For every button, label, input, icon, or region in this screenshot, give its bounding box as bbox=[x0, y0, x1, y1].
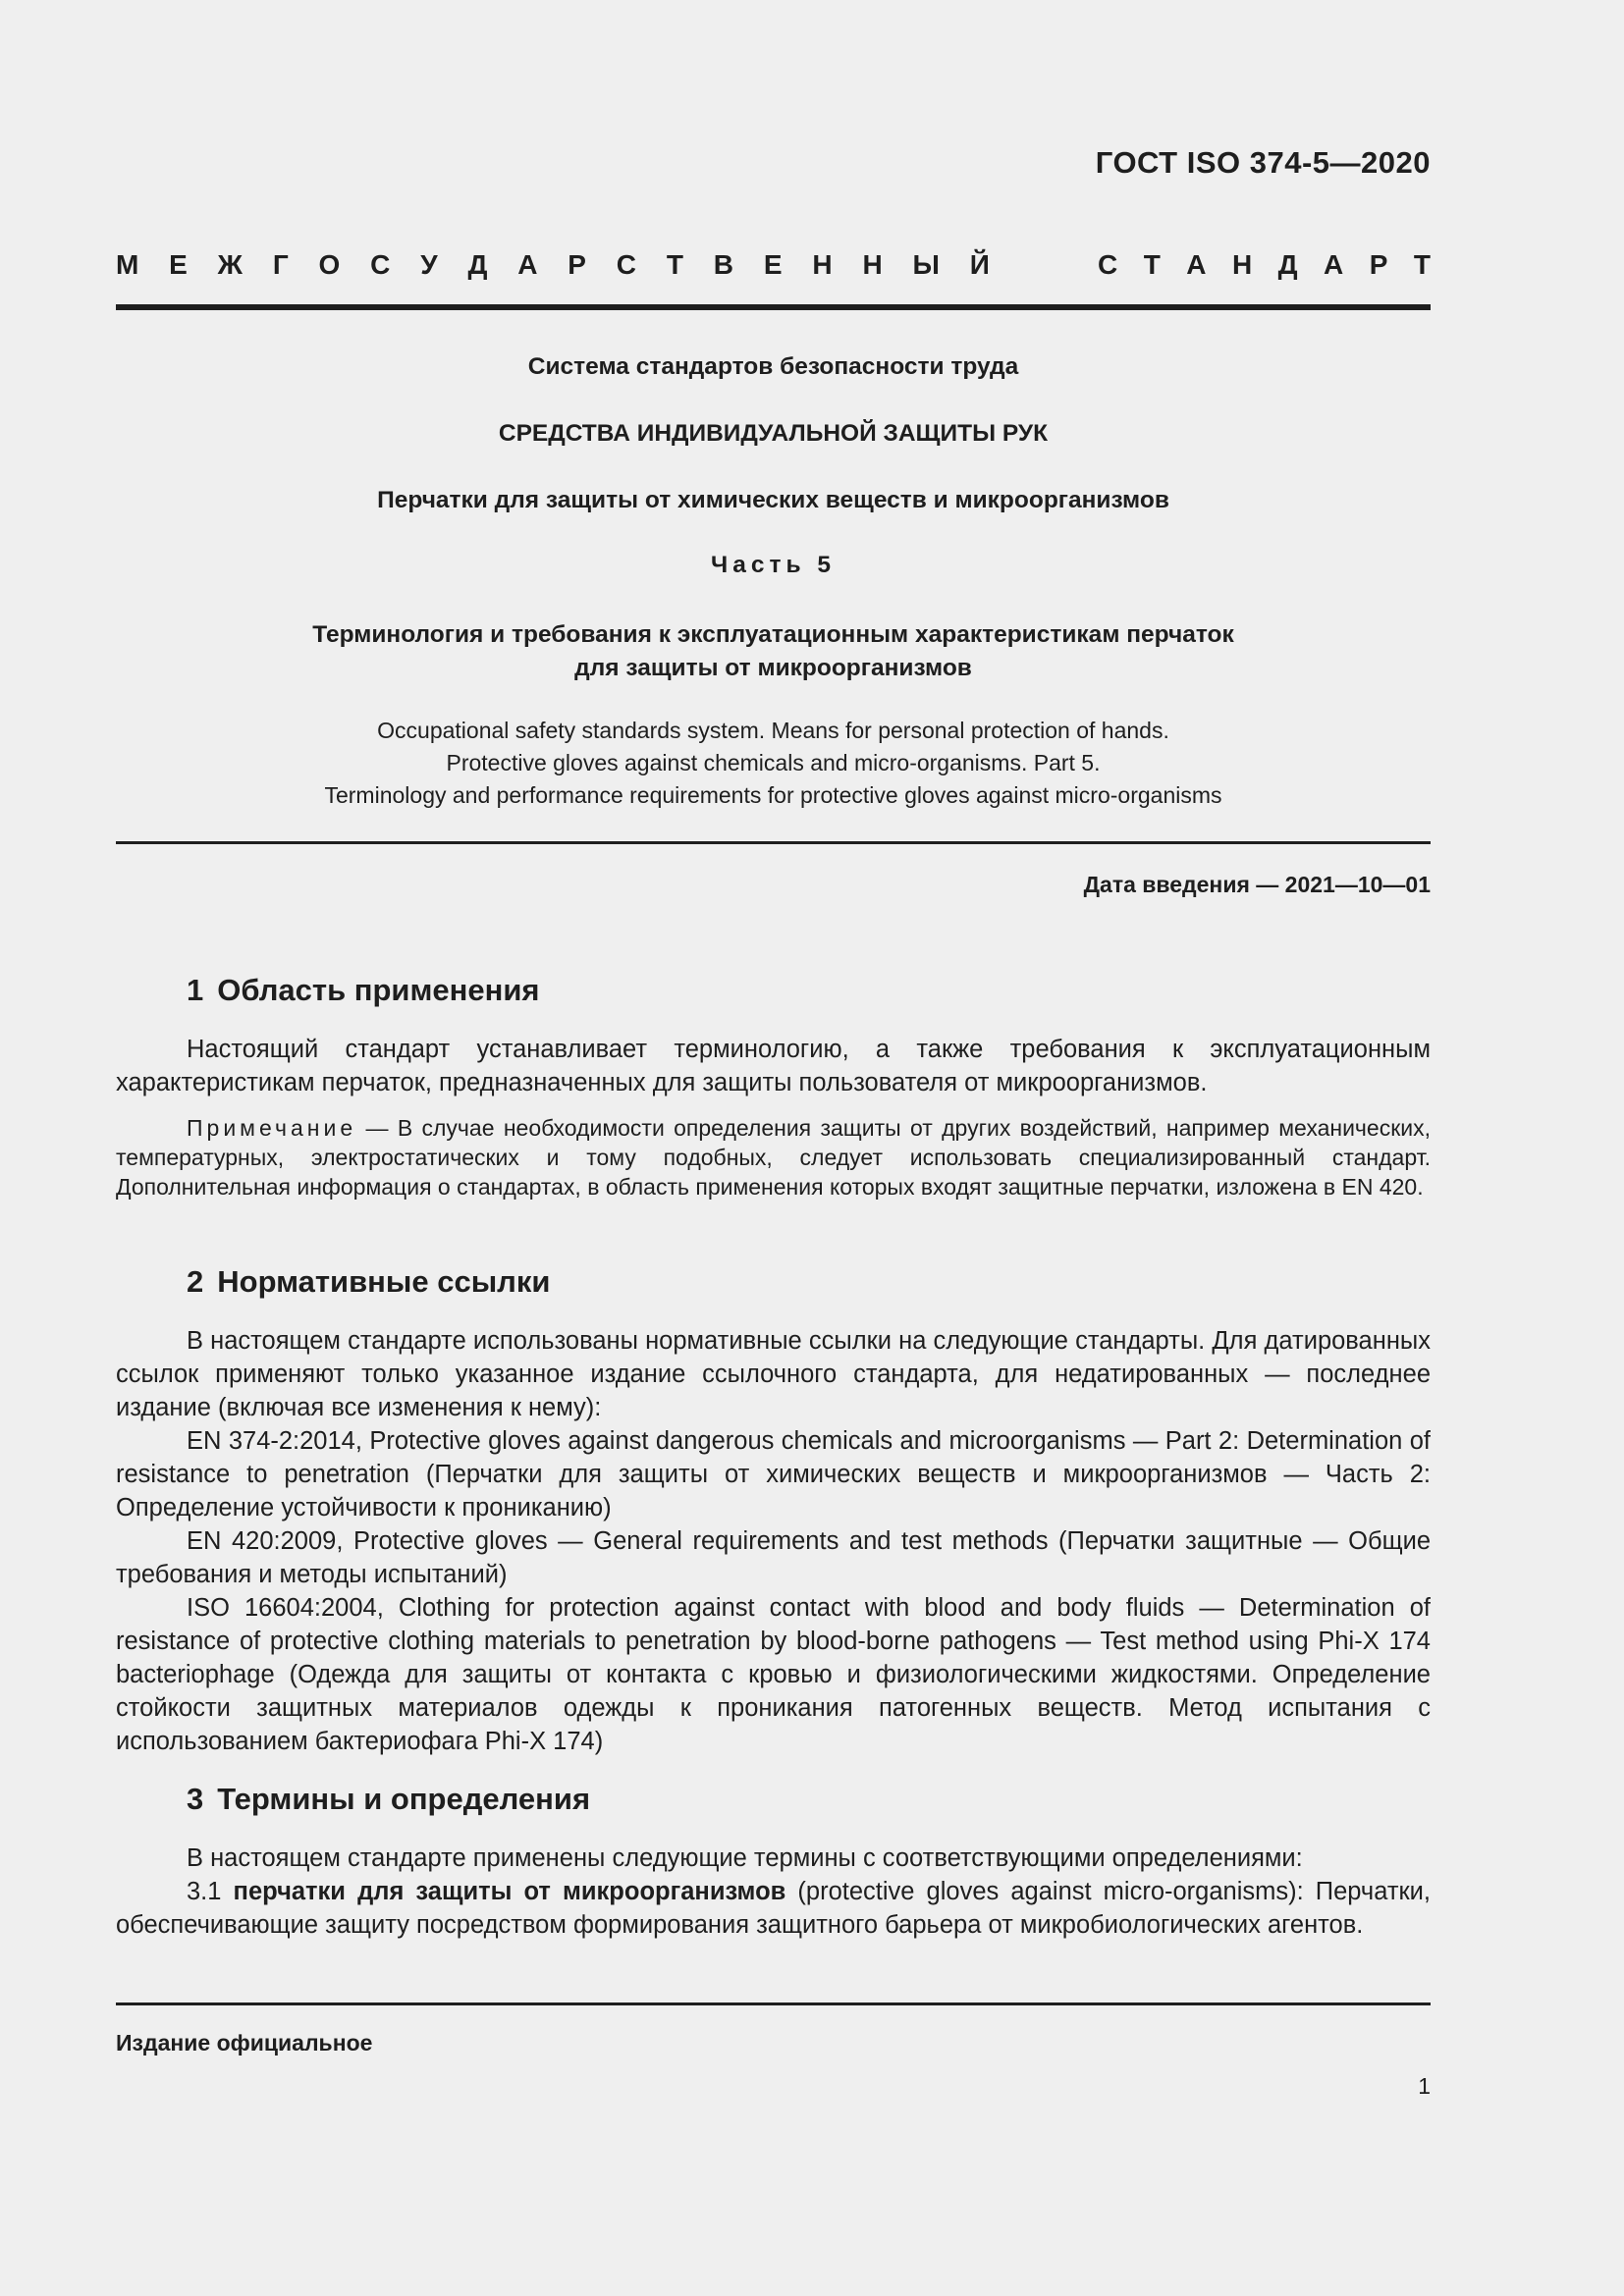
letter: Ж bbox=[217, 249, 243, 280]
standard-type-word-2 bbox=[1098, 249, 1431, 281]
standard-type-word-1 bbox=[116, 249, 990, 281]
section-1-heading bbox=[187, 973, 540, 1008]
letter: О bbox=[318, 249, 341, 280]
term-definition bbox=[116, 1875, 1431, 1942]
document-code: ГОСТ ISO 374-5—2020 bbox=[1095, 145, 1431, 180]
letter: Н bbox=[1231, 249, 1253, 280]
subtitle: Перчатки для защиты от химических веществ и микроорганизмов bbox=[377, 487, 1169, 513]
letter: У bbox=[420, 249, 438, 280]
note-label: Примечание bbox=[187, 1115, 357, 1141]
letter: М bbox=[116, 249, 139, 280]
letter: Т bbox=[1143, 249, 1161, 280]
section-number: 1 bbox=[187, 973, 204, 1007]
reference-item: ISO 16604:2004, Clothing for protection against contact with blood and body fluids — Determination of resistance of protective clothing materials to penetration by blood-borne pathogens — Test method using Phi-X 174 bacteriophage (Одежда для защиты от контакта с кровью и физиологическими жидкостями. Определение стойкости защитных материалов одежды к проникания патогенных веществ. Метод испытания с использованием бактериофага Phi-X 174) bbox=[116, 1594, 1431, 1755]
letter: А bbox=[1186, 249, 1207, 280]
letter: Н bbox=[862, 249, 883, 280]
letter: С bbox=[616, 249, 637, 280]
english-title-line-2: Protective gloves against chemicals and micro-organisms. Part 5. bbox=[446, 750, 1101, 775]
term-number: 3.1 bbox=[187, 1878, 222, 1905]
letter: Г bbox=[272, 249, 289, 280]
section-1-note bbox=[116, 1113, 1431, 1201]
section-2-text bbox=[116, 1324, 1431, 1758]
section-number: 3 bbox=[187, 1782, 204, 1816]
section-title: Нормативные ссылки bbox=[217, 1264, 551, 1299]
letter: А bbox=[1324, 249, 1344, 280]
letter: Н bbox=[812, 249, 833, 280]
letter: Т bbox=[666, 249, 683, 280]
english-title bbox=[116, 715, 1431, 812]
main-title: СРЕДСТВА ИНДИВИДУАЛЬНОЙ ЗАЩИТЫ РУК bbox=[498, 420, 1049, 447]
header-rule bbox=[116, 304, 1431, 310]
page-number: 1 bbox=[1418, 2073, 1431, 2099]
letter: Й bbox=[969, 249, 990, 280]
english-title-line-3: Terminology and performance requirements for protective gloves against micro-organisms bbox=[324, 782, 1222, 808]
standard-type-heading bbox=[116, 249, 1431, 281]
part-description-line-2: для защиты от микроорганизмов bbox=[574, 655, 972, 681]
standards-series-title: Система стандартов безопасности труда bbox=[527, 353, 1019, 380]
introduction-date: Дата введения — 2021—10—01 bbox=[1083, 872, 1431, 897]
part-description bbox=[116, 618, 1431, 685]
english-title-line-1: Occupational safety standards system. Means for personal protection of hands. bbox=[377, 718, 1169, 743]
letter: С bbox=[1098, 249, 1118, 280]
note-text: — В случае необходимости определения защиты от других воздействий, например механических, температурных, электростатических и тому подобных, следует использовать специализированный стандарт. Дополнительная информация о стандартах, в область применения которых входят защитные перчатки, изложена в EN 420. bbox=[116, 1115, 1432, 1200]
term: перчатки для защиты от микроорганизмов bbox=[233, 1878, 786, 1905]
official-edition-label: Издание официальное bbox=[116, 2030, 373, 2056]
section-number: 2 bbox=[187, 1264, 204, 1299]
section-3-text bbox=[116, 1842, 1431, 1942]
letter: Е bbox=[169, 249, 188, 280]
letter: Р bbox=[568, 249, 586, 280]
paragraph: В настоящем стандарте использованы нормативные ссылки на следующие стандарты. Для датированных ссылок применяют только указанное издание ссылочного стандарта, для недатированных — последнее издание (включая все изменения к нему): bbox=[116, 1327, 1431, 1421]
section-title: Область применения bbox=[217, 973, 540, 1007]
letter: Ы bbox=[912, 249, 940, 280]
section-title: Термины и определения bbox=[217, 1782, 591, 1816]
part-label: Часть 5 bbox=[711, 552, 836, 578]
letter: Д bbox=[467, 249, 488, 280]
letter: А bbox=[517, 249, 538, 280]
title-rule bbox=[116, 841, 1431, 844]
section-2-heading bbox=[187, 1264, 550, 1300]
letter: Е bbox=[763, 249, 783, 280]
part-description-line-1: Терминология и требования к эксплуатационным характеристикам перчаток bbox=[312, 621, 1234, 648]
letter: С bbox=[370, 249, 391, 280]
reference-item: EN 374-2:2014, Protective gloves against dangerous chemicals and microorganisms — Part 2: Determination of resistance to penetration (Перчатки для защиты от химических веществ и микроорганизмов — Часть 2: Определение устойчивости к прониканию) bbox=[116, 1427, 1431, 1522]
letter: Р bbox=[1369, 249, 1388, 280]
definition-text: (protective gloves against micro-organisms): Перчатки, обеспечивающие защиту посредством формирования защитного барьера от микробиологических агентов. bbox=[116, 1878, 1431, 1939]
letter: В bbox=[713, 249, 734, 280]
letter: Д bbox=[1277, 249, 1298, 280]
letter: Т bbox=[1413, 249, 1431, 280]
reference-item: EN 420:2009, Protective gloves — General requirements and test methods (Перчатки защитные — Общие требования и методы испытаний) bbox=[116, 1527, 1431, 1588]
paragraph: Настоящий стандарт устанавливает терминологию, а также требования к эксплуатационным характеристикам перчаток, предназначенных для защиты пользователя от микроорганизмов. bbox=[116, 1036, 1431, 1096]
section-1-text bbox=[116, 1033, 1431, 1099]
section-3-heading bbox=[187, 1782, 590, 1817]
footer-rule bbox=[116, 2002, 1431, 2005]
paragraph: В настоящем стандарте применены следующие термины с соответствующими определениями: bbox=[187, 1844, 1303, 1872]
